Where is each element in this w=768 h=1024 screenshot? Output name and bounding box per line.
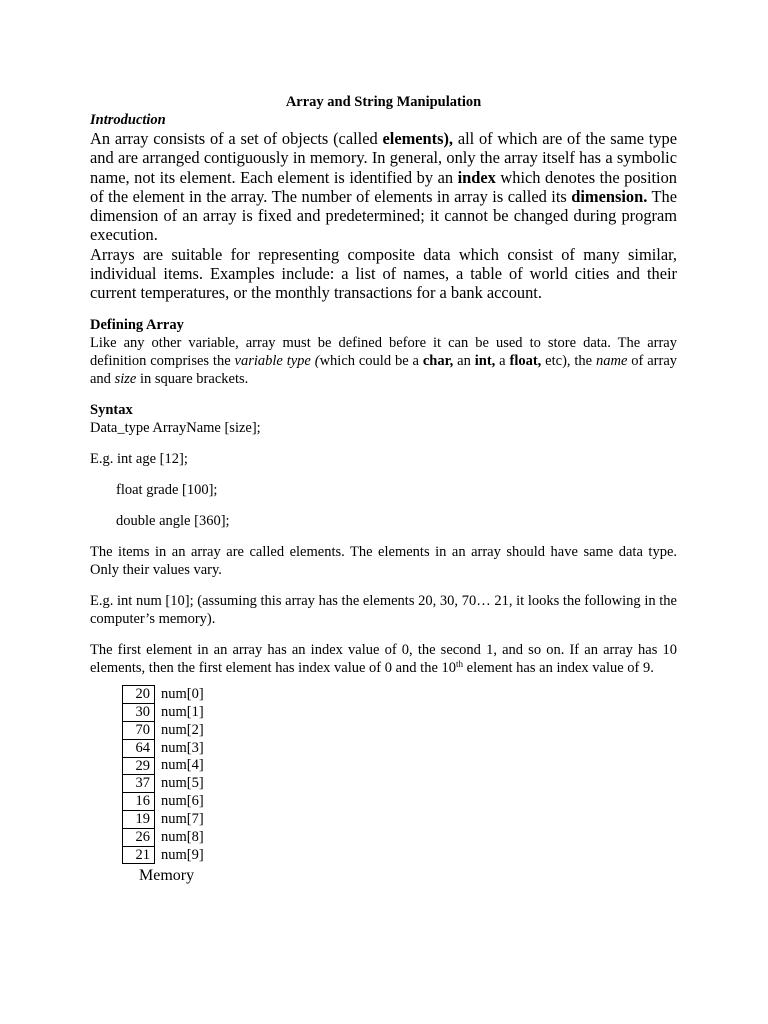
- index-paragraph: [90, 641, 677, 677]
- text-run: of array and: [90, 352, 678, 387]
- memory-cell-label: num[0]: [161, 685, 204, 702]
- memory-cell-label: num[3]: [161, 739, 204, 756]
- example-num-paragraph: E.g. int num [10]; (assuming this array has the elements 20, 30, 70… 21, it looks the following in the computer’s memory).: [90, 592, 677, 627]
- items-paragraph: The items in an array are called elements. The elements in an array should have same data type. Only their values vary.: [90, 543, 677, 578]
- memory-row: [122, 757, 204, 775]
- italic-run: variable type (: [234, 352, 320, 369]
- text-run: which could be a: [319, 352, 423, 369]
- memory-cell-label: num[5]: [161, 775, 204, 792]
- memory-row: [122, 846, 204, 864]
- memory-row: [122, 685, 204, 703]
- memory-row: [122, 828, 204, 846]
- memory-cell-value: 30: [122, 703, 155, 721]
- memory-diagram: [122, 685, 204, 864]
- text-run: which denotes the position of the element in the array. The number of elements in array is called its: [90, 167, 677, 206]
- document-body: [90, 93, 677, 677]
- text-run: in square brackets.: [136, 370, 249, 387]
- syntax-line: Data_type ArrayName [size];: [90, 419, 261, 436]
- text-run: etc), the: [541, 352, 596, 369]
- example-grade: float grade [100];: [116, 481, 218, 498]
- bold-term-elements: elements),: [382, 129, 454, 148]
- memory-cell-value: 21: [122, 846, 155, 864]
- memory-cell-label: num[8]: [161, 829, 204, 846]
- text-run: a: [495, 352, 510, 369]
- memory-caption: Memory: [139, 867, 195, 884]
- memory-cell-value: 64: [122, 739, 155, 757]
- memory-cell-value: 26: [122, 828, 155, 846]
- bold-term-dimension: dimension.: [571, 186, 648, 206]
- memory-cell-value: 20: [122, 685, 155, 703]
- memory-cell-value: 19: [122, 810, 155, 828]
- text-run: The first element in an array has an index value of 0, the second 1, and so on. If an array has 10 elements, then the first element has index value of 0 and the 10: [90, 641, 677, 676]
- memory-row: [122, 792, 204, 810]
- bold-term-int: int,: [474, 352, 496, 369]
- memory-cell-label: num[2]: [161, 721, 204, 738]
- superscript: th: [456, 658, 464, 669]
- memory-cell-value: 37: [122, 774, 155, 792]
- memory-cell-label: num[6]: [161, 793, 204, 810]
- bold-term-index: index: [457, 167, 496, 187]
- memory-cell-label: num[1]: [161, 703, 204, 720]
- memory-row: [122, 721, 204, 739]
- text-run: element has an index value of 9.: [463, 659, 654, 676]
- memory-cell-value: 70: [122, 721, 155, 739]
- text-run: Like any other variable, array must be defined before it can be used to store data. The array definition comprises the: [90, 334, 677, 369]
- text-run: An array consists of a set of objects (called: [90, 129, 383, 148]
- text-run: an: [453, 352, 475, 369]
- introduction-heading: Introduction: [90, 112, 166, 128]
- bold-term-float: float,: [509, 352, 542, 369]
- page-title: Array and String Manipulation: [285, 94, 482, 110]
- memory-row: [122, 774, 204, 792]
- memory-cell-value: 16: [122, 792, 155, 810]
- example-angle: double angle [360];: [116, 512, 230, 529]
- example-age: E.g. int age [12];: [90, 450, 188, 467]
- intro-paragraph-2: Arrays are suitable for representing composite data which consist of many similar, individual items. Examples include: a list of names, a table of world cities and their current temperatures, or the monthly transactions for a bank account.: [90, 244, 677, 303]
- text-run: all of which are of the same type and are arranged contiguously in memory. In general, only the array itself has a symbolic name, not its element. Each element is identified by an: [90, 129, 677, 187]
- memory-cell-value: 29: [122, 757, 155, 775]
- italic-run: name: [595, 352, 628, 369]
- bold-term-char: char,: [422, 352, 454, 369]
- memory-row: [122, 739, 204, 757]
- memory-row: [122, 703, 204, 721]
- memory-row: [122, 810, 204, 828]
- memory-cell-label: num[7]: [161, 811, 204, 828]
- memory-cell-label: num[4]: [161, 757, 204, 774]
- defining-array-heading: Defining Array: [90, 316, 184, 333]
- text-run: The dimension of an array is fixed and predetermined; it cannot be changed during program execution.: [90, 186, 677, 245]
- italic-run: size: [114, 370, 137, 387]
- intro-paragraph-1: [90, 129, 677, 245]
- defining-array-paragraph: [90, 334, 677, 388]
- syntax-heading: Syntax: [90, 401, 133, 418]
- memory-cell-label: num[9]: [161, 846, 204, 863]
